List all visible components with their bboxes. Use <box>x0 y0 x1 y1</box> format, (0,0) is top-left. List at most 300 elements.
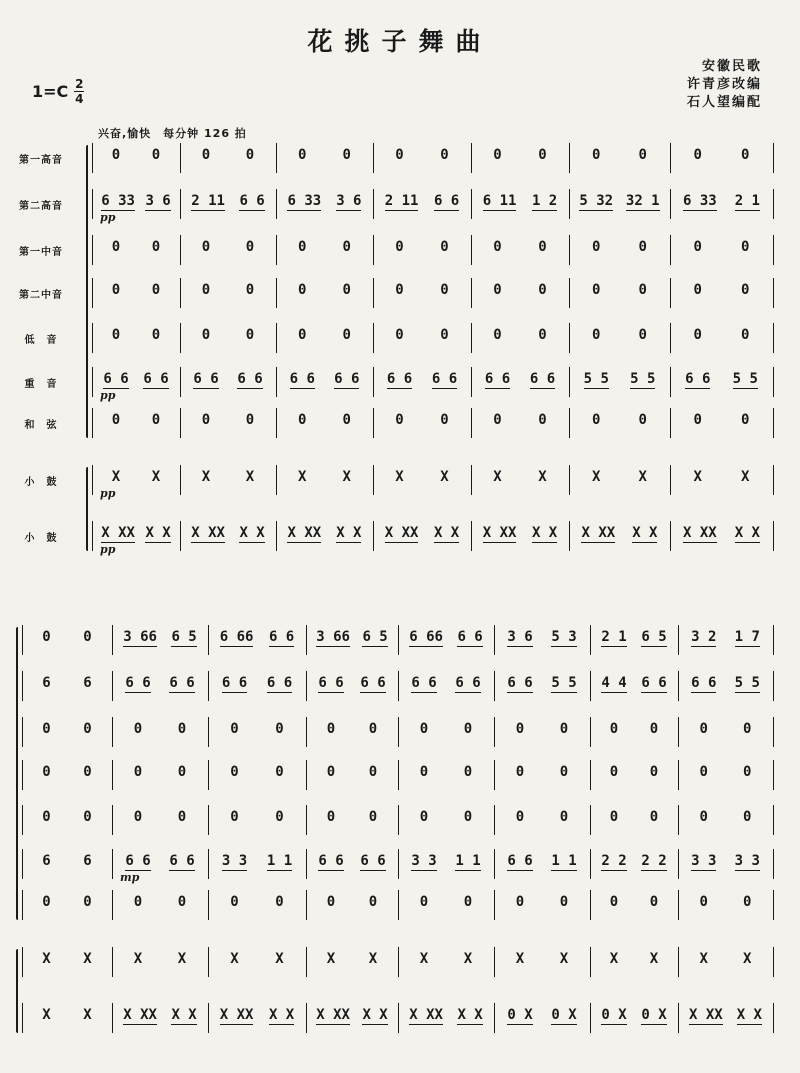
note-group: X XX <box>581 525 616 541</box>
measure <box>594 629 674 647</box>
note-group: 0 <box>368 894 378 910</box>
bar-line <box>590 805 591 835</box>
measure <box>573 525 666 543</box>
measure <box>116 1007 204 1025</box>
measure <box>402 1007 490 1025</box>
bar-line <box>208 849 209 879</box>
note-group: 0 <box>440 327 449 343</box>
measure <box>682 809 769 825</box>
note-group: 6 6 <box>169 853 195 869</box>
measure <box>96 371 176 389</box>
bar-line <box>494 717 495 747</box>
bar-line <box>276 367 277 397</box>
note-group: 0 <box>395 327 404 343</box>
measure <box>26 675 108 691</box>
bar-line <box>208 625 209 655</box>
note-group: 0 <box>230 894 239 910</box>
note-group: 0 <box>275 894 284 910</box>
measure <box>682 894 769 910</box>
bar-line <box>678 1003 679 1033</box>
note-group: 0 <box>638 239 647 255</box>
note-group: X <box>693 469 702 485</box>
note-group: X <box>83 1007 92 1023</box>
measure <box>212 675 302 693</box>
note-group: 0 X <box>507 1007 533 1023</box>
dynamic-marking: pp <box>100 487 116 500</box>
bar-line <box>773 1003 774 1033</box>
note-group: 0 <box>592 239 601 255</box>
note-group: X <box>83 951 92 967</box>
note-group: 0 <box>699 764 708 780</box>
bar-line <box>569 408 570 438</box>
measure <box>212 764 302 780</box>
measure <box>280 371 369 389</box>
note-group: 3 66 <box>316 629 350 645</box>
measure <box>184 239 272 255</box>
note-group: 0 <box>368 809 378 825</box>
measure <box>280 239 369 255</box>
note-group: 0 <box>42 809 51 825</box>
measure <box>594 764 674 780</box>
note-group: 0 <box>201 147 211 163</box>
note-group: 0 <box>493 282 502 298</box>
note-group: 1 1 <box>455 853 481 869</box>
note-group: 0 <box>638 412 647 428</box>
note-group: X XX <box>123 1007 157 1023</box>
key-label: 1=C <box>32 82 69 101</box>
measure <box>674 239 769 255</box>
bar-line <box>373 323 374 353</box>
note-group: 3 66 <box>123 629 157 645</box>
measure <box>26 951 108 967</box>
measure <box>682 629 769 647</box>
note-group: 2 11 <box>384 193 419 209</box>
bar-line <box>590 760 591 790</box>
measure <box>280 327 369 343</box>
note-group: 0 <box>693 412 702 428</box>
note-group: 0 <box>151 327 161 343</box>
bar-line <box>276 408 277 438</box>
note-group: X XX <box>384 525 419 541</box>
note-group: X <box>326 951 336 967</box>
bar-line <box>180 323 181 353</box>
measure <box>26 629 108 645</box>
note-group: X <box>741 469 750 485</box>
bar-line <box>306 849 307 879</box>
bar-line <box>306 717 307 747</box>
note-group: 0 <box>368 721 378 737</box>
bar-line <box>276 323 277 353</box>
note-group: 0 <box>342 239 351 255</box>
note-group: 6 6 <box>193 371 219 387</box>
instrument-label: 第一中音 <box>19 247 63 258</box>
bar-line <box>398 625 399 655</box>
note-group: 0 <box>592 147 601 163</box>
bar-line <box>276 143 277 173</box>
note-group: 0 <box>111 412 121 428</box>
note-group: 3 6 <box>145 193 171 209</box>
measure <box>96 147 176 163</box>
bar-line <box>180 367 181 397</box>
measure <box>310 951 394 967</box>
bar-line <box>276 278 277 308</box>
bar-line <box>670 323 671 353</box>
bar-line <box>112 1003 113 1033</box>
note-group: 6 6 <box>289 371 315 387</box>
measure <box>402 721 490 737</box>
measure <box>377 525 467 543</box>
score-title: 花挑子舞曲 <box>307 27 493 56</box>
note-group: X <box>151 469 161 485</box>
bar-line <box>208 717 209 747</box>
note-group: 6 6 <box>125 853 151 869</box>
bar-line <box>678 947 679 977</box>
note-group: 0 <box>649 809 659 825</box>
note-group: 0 <box>609 894 619 910</box>
instrument-label: 第二高音 <box>19 201 63 212</box>
note-group: 6 66 <box>219 629 254 645</box>
note-group: 0 <box>245 282 255 298</box>
note-group: 0 <box>177 894 187 910</box>
measure <box>594 894 674 910</box>
note-group: 0 <box>298 412 307 428</box>
note-group: 0 <box>177 809 187 825</box>
note-group: 6 33 <box>287 193 322 209</box>
bar-line <box>670 189 671 219</box>
note-group: X X <box>736 1007 762 1023</box>
bar-line <box>398 1003 399 1033</box>
measure <box>573 147 666 163</box>
bar-line <box>180 465 181 495</box>
note-group: 0 <box>83 721 92 737</box>
note-group: X <box>275 951 284 967</box>
note-group: 0 <box>440 282 449 298</box>
note-group: 6 6 <box>507 853 533 869</box>
measure <box>116 894 204 910</box>
note-group: 6 6 <box>268 629 295 645</box>
note-group: 3 6 <box>336 193 362 209</box>
note-group: 0 <box>368 764 378 780</box>
note-group: X <box>201 469 211 485</box>
measure <box>377 327 467 343</box>
note-group: 6 6 <box>433 193 460 209</box>
bar-line <box>494 671 495 701</box>
bar-line <box>22 947 23 977</box>
note-group: X XX <box>682 525 717 541</box>
measure <box>280 193 369 211</box>
measure <box>116 721 204 737</box>
note-group: X <box>515 951 525 967</box>
bar-line <box>112 890 113 920</box>
staff-row <box>0 235 800 265</box>
bar-line <box>773 408 774 438</box>
note-group: 0 <box>326 894 336 910</box>
measure <box>498 853 586 871</box>
note-group: X X <box>734 525 760 541</box>
note-group: 6 6 <box>318 675 344 691</box>
note-group: 0 <box>201 239 211 255</box>
note-group: 0 <box>298 239 307 255</box>
staff-row <box>0 1003 800 1033</box>
measure <box>310 764 394 780</box>
bar-line <box>590 717 591 747</box>
bar-line <box>208 760 209 790</box>
note-group: 0 <box>741 147 750 163</box>
bar-line <box>773 278 774 308</box>
bar-line <box>569 367 570 397</box>
staff-row <box>0 189 800 224</box>
note-group: 0 <box>133 809 143 825</box>
bar-line <box>678 717 679 747</box>
bar-line <box>373 521 374 551</box>
bar-line <box>773 465 774 495</box>
measure <box>212 809 302 825</box>
staff-row <box>0 465 800 500</box>
note-group: 0 <box>440 239 449 255</box>
note-group: 0 <box>440 412 449 428</box>
measure <box>310 894 394 910</box>
measure <box>573 371 666 389</box>
measure <box>280 147 369 163</box>
bar-line <box>494 625 495 655</box>
bar-line <box>670 465 671 495</box>
measure <box>682 1007 769 1025</box>
note-group: 0 <box>699 721 708 737</box>
measure <box>184 282 272 298</box>
note-group: 6 6 <box>431 371 458 387</box>
note-group: 0 <box>326 764 336 780</box>
measure <box>280 282 369 298</box>
bar-line <box>471 278 472 308</box>
measure <box>573 282 666 298</box>
note-group: 0 <box>743 809 752 825</box>
staff-row <box>0 671 800 701</box>
bar-line <box>208 671 209 701</box>
measure <box>682 721 769 737</box>
note-group: 6 <box>42 853 51 869</box>
measure <box>310 629 394 647</box>
note-group: 0 <box>743 764 752 780</box>
note-group: X <box>419 951 429 967</box>
dynamic-marking: pp <box>100 211 116 224</box>
measure <box>682 675 769 693</box>
bar-line <box>180 278 181 308</box>
note-group: 6 6 <box>266 675 293 691</box>
bar-line <box>773 760 774 790</box>
bar-line <box>180 521 181 551</box>
note-group: 6 33 <box>682 193 717 209</box>
key-signature <box>32 78 84 105</box>
note-group: 6 6 <box>318 853 344 869</box>
note-group: 2 2 <box>601 853 627 869</box>
note-group: 0 <box>493 327 502 343</box>
bar-line <box>398 717 399 747</box>
bar-line <box>590 890 591 920</box>
bar-line <box>590 671 591 701</box>
note-group: 0 <box>609 809 619 825</box>
measure <box>402 764 490 780</box>
bar-line <box>180 235 181 265</box>
measure <box>682 764 769 780</box>
measure <box>498 675 586 693</box>
bar-line <box>569 465 570 495</box>
note-group: X XX <box>219 1007 254 1023</box>
bar-line <box>773 805 774 835</box>
bar-line <box>773 849 774 879</box>
note-group: 6 6 <box>484 371 511 387</box>
note-group: 0 <box>245 239 255 255</box>
measure <box>96 525 176 543</box>
note-group: 0 <box>133 764 143 780</box>
instrument-label: 第二中音 <box>19 290 63 301</box>
bar-line <box>773 671 774 701</box>
measure <box>26 809 108 825</box>
note-group: 0 <box>395 412 404 428</box>
bar-line <box>22 760 23 790</box>
bar-line <box>92 408 93 438</box>
bar-line <box>678 805 679 835</box>
note-group: 0 <box>559 809 569 825</box>
measure <box>26 1007 108 1023</box>
measure <box>96 469 176 485</box>
bar-line <box>22 717 23 747</box>
measure <box>26 853 108 869</box>
bar-line <box>398 890 399 920</box>
note-group: 3 3 <box>691 853 717 869</box>
note-group: X XX <box>191 525 225 541</box>
note-group: 0 <box>693 327 702 343</box>
measure <box>475 469 565 485</box>
bar-line <box>590 625 591 655</box>
note-group: 6 6 <box>529 371 556 387</box>
note-group: 6 6 <box>685 371 711 387</box>
bar-line <box>590 1003 591 1033</box>
note-group: 6 <box>42 675 51 691</box>
note-group: 0 <box>111 147 121 163</box>
measure <box>377 412 467 428</box>
bar-line <box>92 367 93 397</box>
note-group: 0 <box>649 721 659 737</box>
credit-line: 许青彦改编 <box>686 77 762 92</box>
note-group: 0 <box>592 327 601 343</box>
measure <box>184 412 272 428</box>
note-group: 1 2 <box>531 193 558 209</box>
bar-line <box>471 189 472 219</box>
note-group: 1 1 <box>266 853 293 869</box>
note-group: X X <box>433 525 460 541</box>
note-group: 3 2 <box>691 629 717 645</box>
note-group: 6 6 <box>455 675 481 691</box>
time-signature-top: 2 <box>75 77 84 91</box>
staff-row <box>0 760 800 790</box>
instrument-label: 小 鼓 <box>24 477 58 488</box>
bar-line <box>398 947 399 977</box>
note-group: X XX <box>316 1007 350 1023</box>
bar-line <box>773 890 774 920</box>
note-group: 0 <box>42 629 51 645</box>
note-group: 0 <box>538 327 547 343</box>
bar-line <box>22 625 23 655</box>
bar-line <box>306 760 307 790</box>
measure <box>674 525 769 543</box>
bar-line <box>678 625 679 655</box>
note-group: X <box>177 951 187 967</box>
measure <box>674 469 769 485</box>
note-group: 6 6 <box>457 629 483 645</box>
note-group: 0 <box>743 894 752 910</box>
note-group: 2 11 <box>191 193 225 209</box>
note-group: 6 6 <box>103 371 129 387</box>
note-group: 0 <box>515 764 525 780</box>
note-group: X <box>111 469 121 485</box>
bar-line <box>22 1003 23 1033</box>
bar-line <box>398 849 399 879</box>
note-group: 0 <box>609 764 619 780</box>
measure <box>116 629 204 647</box>
bar-line <box>569 189 570 219</box>
measure <box>475 525 565 543</box>
note-group: 0 <box>133 721 143 737</box>
note-group: 6 6 <box>386 371 413 387</box>
note-group: X <box>559 951 569 967</box>
bar-line <box>112 625 113 655</box>
bar-line <box>112 947 113 977</box>
measure <box>475 193 565 211</box>
measure <box>573 327 666 343</box>
note-group: 0 <box>538 282 547 298</box>
note-group: 0 <box>559 894 569 910</box>
bar-line <box>670 408 671 438</box>
measure <box>184 327 272 343</box>
bar-line <box>494 849 495 879</box>
bar-line <box>22 805 23 835</box>
measure <box>674 282 769 298</box>
bar-line <box>569 143 570 173</box>
bar-line <box>112 849 113 879</box>
note-group: 0 <box>440 147 449 163</box>
note-group: 0 <box>42 721 51 737</box>
note-group: 0 <box>245 412 255 428</box>
bar-line <box>773 323 774 353</box>
note-group: 0 <box>493 147 502 163</box>
note-group: X XX <box>688 1007 723 1023</box>
staff-row <box>0 278 800 308</box>
bar-line <box>92 143 93 173</box>
note-group: 2 1 <box>601 629 627 645</box>
note-group: 0 <box>111 282 121 298</box>
measure <box>212 629 302 647</box>
note-group: 0 <box>230 721 239 737</box>
bar-line <box>773 143 774 173</box>
note-group: X X <box>457 1007 483 1023</box>
note-group: X <box>230 951 239 967</box>
note-group: X X <box>362 1007 388 1023</box>
measure <box>116 809 204 825</box>
note-group: 3 3 <box>734 853 760 869</box>
note-group: 0 <box>151 412 161 428</box>
measure <box>498 809 586 825</box>
bar-line <box>590 849 591 879</box>
note-group: 0 <box>609 721 619 737</box>
measure <box>498 951 586 967</box>
note-group: 0 <box>230 809 239 825</box>
measure <box>674 371 769 389</box>
measure <box>116 764 204 780</box>
note-group: 0 <box>151 282 161 298</box>
measure <box>475 147 565 163</box>
bar-line <box>180 143 181 173</box>
note-group: 6 6 <box>143 371 169 387</box>
